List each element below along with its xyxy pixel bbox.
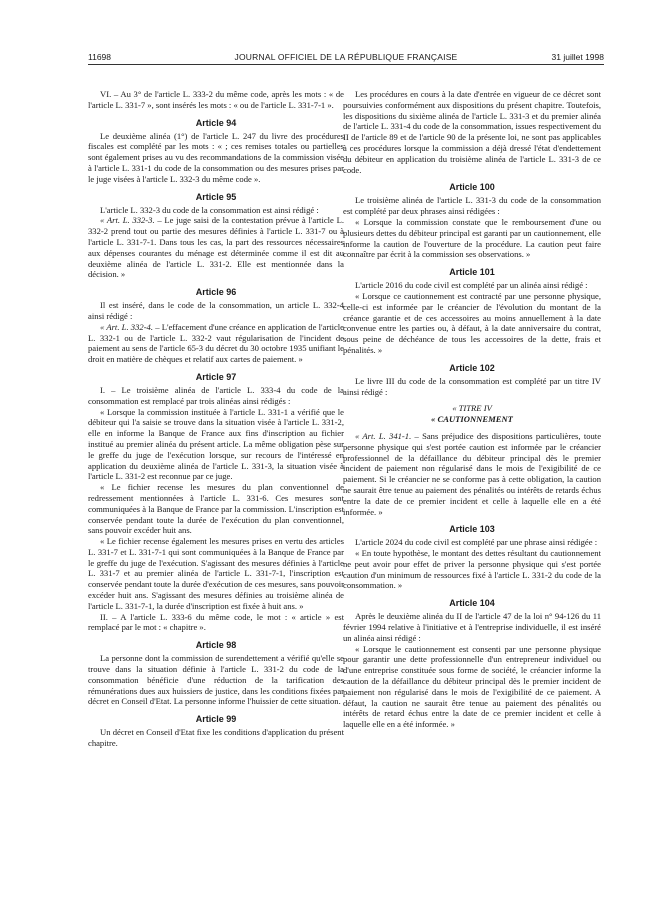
paragraph: Après le deuxième alinéa du II de l'article 47 de la loi n° 94-126 du 11 février 1994 relative à l'initiative et à l'entreprise individuelle, il est inséré un alinéa ainsi rédigé : <box>343 611 601 643</box>
article-heading: Article 100 <box>449 182 495 193</box>
chapter-heading: « CAUTIONNEMENT <box>431 414 513 425</box>
paragraph-text: L'effacement d'une créance en application de l'article L. 332-1 ou de l'article L. 332-2 vaut régularisation de l'incident de paiement au sens de l'article 65-3 du décret du 30 octobre 1935 unifiant le droit en matière de chèques et relatif aux cartes de paiement. » <box>88 321 344 365</box>
paragraph: L'article 2016 du code civil est complété par un alinéa ainsi rédigé : <box>355 280 588 291</box>
paragraph <box>88 215 344 280</box>
header-rule <box>88 64 604 65</box>
paragraph-text: Le juge saisi de la contestation prévue à l'article L. 332-2 prend tout ou partie des mesures définies à l'article L. 331-7 ou à l'article L. 331-7-1. Dans tous les cas, la part des ressources nécessaires aux dépenses courantes du ménage est déterminée comme il est dit au deuxième alinéa de l'article L. 331-2. Elle est mentionnée dans la décision. » <box>88 215 344 280</box>
paragraph: « Le fichier recense également les mesures prises en vertu des articles L. 331-7 et L. 331-7-1 qui sont communiquées à la Banque de France par le greffe du juge de l'exécution. S'agissant des mesures définies à l'article L. 331-7 et au premier alinéa de l'article L. 331-7-1, l'inscription est conservée pendant toute la durée d'exécution de ces mesures, sans pouvoir excéder huit ans. S'agissant des mesures définies au troisième alinéa de l'article L. 331-7-1, la durée d'inscription est fixée à huit ans. » <box>88 536 344 611</box>
right-column <box>343 89 601 730</box>
paragraph <box>88 322 344 365</box>
paragraph: Un décret en Conseil d'Etat fixe les conditions d'application du présent chapitre. <box>88 727 344 749</box>
paragraph: Le livre III du code de la consommation est complété par un titre IV ainsi rédigé : <box>343 375 601 397</box>
paragraph-text: Sans préjudice des dispositions particulières, toute personne physique qui s'est portée caution est informée par le créancier professionnel de la défaillance du débiteur principal dès le premier incident de paiement non régularisé dans le mois de l'exigibilité de ce paiement. Si le créancier ne se conforme pas à cette obligation, la caution ne saurait être tenue au paiement des pénalités ou intérêts de retards échus entre la date de ce premier incident et celle à laquelle elle en a été informée. » <box>343 430 602 517</box>
paragraph: Les procédures en cours à la date d'entrée en vigueur de ce décret sont poursuivies conformément aux dispositions du présent chapitre. Toutefois, les dispositions du sixième alinéa de l'article L. 331-3 et du premier alinéa de l'article L. 331-4 du code de la consommation, issues respectivement du II de l'article 89 et de l'article 90 de la présente loi, ne sont pas applicables à ces procédures lorsque la commission a déjà dressé l'état d'endettement du débiteur en application du troisième alinéa de l'article L. 331-3 de ce code. <box>343 89 601 175</box>
paragraph: Le troisième alinéa de l'article L. 331-3 du code de la consommation est complété par deux phrases ainsi rédigées : <box>343 195 601 217</box>
paragraph: « Lorsque le cautionnement est consenti par une personne physique pour garantir une dette professionnelle d'un entrepreneur individuel ou d'une entreprise constituée sous forme de société, le créancier informe la caution de la défaillance du débiteur principal dès le premier incident de paiement non régularisé dans le mois de l'exigibilité de ce paiement. A défaut, la caution ne saurait être tenue au paiement des pénalités ou intérêts de retard échus entre la date de ce premier incident et celle à laquelle elle en a été informée. » <box>343 643 601 730</box>
article-code-label: « Art. L. 341-1. – <box>355 430 419 441</box>
paragraph: « Lorsque ce cautionnement est contracté par une personne physique, celle-ci est informée par le créancier de l'évolution du montant de la créance garantie et de ces accessoires au moins annuellement à la date convenue entre les parties ou, à défaut, à la date anniversaire du contrat, sous peine de déchéance de tous les accessoires de la dette, frais et pénalités. » <box>343 290 601 355</box>
paragraph: L'article L. 332-3 du code de la consommation est ainsi rédigé : <box>100 204 319 215</box>
article-heading: Article 94 <box>195 117 237 128</box>
paragraph: « Lorsque la commission constate que le remboursement d'une ou plusieurs dettes du débiteur principal est garanti par un cautionnement, elle informe la caution de l'ouverture de la procédure. La caution peut faire connaître par écrit à la commission ses observations. » <box>343 216 601 260</box>
journal-title: JOURNAL OFFICIEL DE LA RÉPUBLIQUE FRANÇAISE <box>234 52 458 62</box>
paragraph: I. – Le troisième alinéa de l'article L. 333-4 du code de la consommation est remplacé par trois alinéas ainsi rédigés : <box>88 384 344 406</box>
paragraph: Le deuxième alinéa (1°) de l'article L. 247 du livre des procédures fiscales est complété par les mots : « ; ces remises totales ou partielles sont également prises au vu des recommandations de la commission visée à l'article L. 331-1 du code de la consommation ou des mesures prises par le juge visées à l'article L. 332-3 du même code ». <box>88 130 344 184</box>
article-code-label: « Art. L. 332-4. – <box>100 321 160 332</box>
article-heading: Article 99 <box>195 714 237 725</box>
article-heading: Article 98 <box>195 640 237 651</box>
article-heading: Article 102 <box>449 362 495 373</box>
article-heading: Article 96 <box>195 287 237 298</box>
paragraph: VI. – Au 3° de l'article L. 333-2 du même code, après les mots : « de l'article L. 331-7 », sont insérés les mots : « ou de l'article L. 331-7-1 ». <box>88 89 344 110</box>
paragraph: « Lorsque la commission instituée à l'article L. 331-1 a vérifié que le débiteur qui l'a saisie se trouve dans la situation visée à l'article L. 331-2, elle en informe la Banque de France aux fins d'inscription au fichier institué au premier alinéa du présent article. La même obligation pèse sur le greffe du juge de l'exécution lorsque, sur recours de l'intéressé en application du deuxième alinéa de l'article L. 331-3, la situation visée à l'article L. 331-2 est reconnue par ce juge. <box>88 406 344 482</box>
paragraph: L'article 2024 du code civil est complété par une phrase ainsi rédigée : <box>355 537 598 548</box>
article-heading: Article 101 <box>449 267 495 278</box>
paragraph: « En toute hypothèse, le montant des dettes résultant du cautionnement ne peut avoir pour effet de priver la personne physique qui s'est portée caution d'un minimum de ressources fixé à l'article L. 331-2 du code de la consommation. » <box>343 548 601 591</box>
title-heading: « TITRE IV <box>452 403 492 414</box>
article-heading: Article 95 <box>195 191 237 202</box>
paragraph: II. – A l'article L. 333-6 du même code, le mot : « article » est remplacé par le mot : « chapitre ». <box>88 611 344 633</box>
publication-date: 31 juillet 1998 <box>551 52 604 62</box>
article-heading: Article 104 <box>449 598 495 609</box>
paragraph: Il est inséré, dans le code de la consommation, un article L. 332-4 ainsi rédigé : <box>88 300 344 321</box>
article-heading: Article 97 <box>195 371 237 382</box>
article-code-label: « Art. L. 332-3. – <box>100 215 162 226</box>
left-column <box>88 89 344 749</box>
page-number: 11698 <box>88 52 112 62</box>
paragraph: La personne dont la commission de surendettement a vérifié qu'elle se trouve dans la situation définie à l'article L. 331-2 du code de la consommation bénéficie d'une réduction de la tarification des rémunérations dues aux huissiers de justice, dans les conditions fixées par décret en Conseil d'Etat. La personne informe l'huissier de cette situation. <box>88 653 344 707</box>
paragraph <box>343 431 601 517</box>
paragraph: « Le fichier recense les mesures du plan conventionnel de redressement mentionnées à l'article L. 331-6. Ces mesures sont communiquées à la Banque de France par la commission. L'inscription est conservée pendant toute la durée de l'exécution du plan conventionnel, sans pouvoir excéder huit ans. <box>88 482 344 536</box>
article-heading: Article 103 <box>449 524 495 535</box>
